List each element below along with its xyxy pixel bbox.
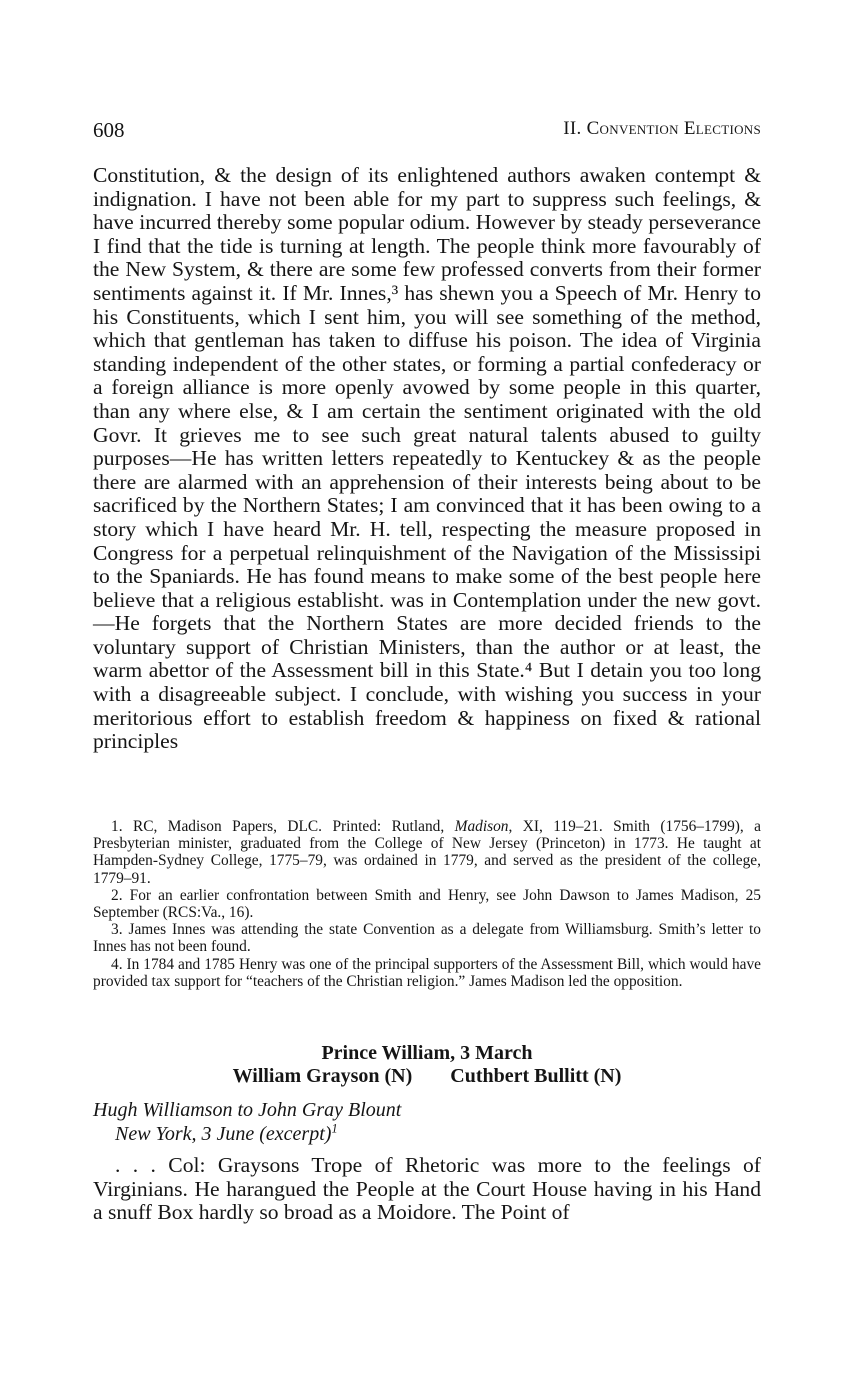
page-number: 608 [93,118,125,142]
footnotes [93,818,761,990]
footnote-ref: 1 [331,1121,338,1136]
delegate-2: Cuthbert Bullitt (N) [450,1065,622,1087]
footnote-1: 1. RC, Madison Papers, DLC. Printed: Rutland, Madison, XI, 119–21. Smith (1756–1799), a Presbyterian minister, graduated from the College of New Jersey (Princeton) in 1773. He taught at Hampden-Sydney College, 1775–79, was ordained in 1779, and served as the president of the college, 1779–91. [93,818,761,887]
page-header [93,118,761,148]
delegates-line [93,1065,761,1088]
county-heading: Prince William, 3 March [321,1042,533,1064]
footnote-2: 2. For an earlier confrontation between Smith and Henry, see John Dawson to James Madison, 25 September (RCS:Va., 16). [93,886,761,922]
section-heading [93,1042,761,1088]
excerpt-text [93,1154,761,1225]
letter-body [93,164,761,754]
document-place-date: New York, 3 June (excerpt)$^1$ [115,1121,338,1145]
excerpt-paragraph: . . . Col: Graysons Trope of Rhetoric was more to the feelings of Virginians. He harangued the People at the Court House having in his Hand a snuff Box hardly so broad as a Moidore. The Point of [93,1153,761,1225]
body-paragraph: Constitution, & the design of its enlightened authors awaken contempt & indignation. I have not been able for my part to suppress such feelings, & have incurred thereby some popular odium. However by steady perseverance I find that the tide is turning at length. The people think more favourably of the New System, & there are some few professed converts from their former sentiments against it. If Mr. Innes,³ has shewn you a Speech of Mr. Henry to his Constituents, which I sent him, you will see something of the method, which that gentleman has taken to diffuse his poison. The idea of Virginia standing independent of the other states, or forming a partial confederacy or a foreign alliance is more openly avowed by some people in this quarter, than any where else, & I am certain the sentiment originated with the old Govr. It grieves me to see such great natural talents abused to guilty purposes—He has written letters repeatedly to Kentuckey & as the people there are alarmed with an apprehension of their interests being about to be sacrificed by the Northern States; I am convinced that it has been owing to a story which I have heard Mr. H. tell, respecting the measure proposed in Congress for a perpetual relinquishment of the Navigation of the Mississipi to the Spaniards. He has found means to make some of the best people here believe that a religious establisht. was in Contemplation under the new govt.—He forgets that the Northern States are more decided friends to the voluntary support of Christian Ministers, than the author or at least, the warm abettor of the Assessment bill in this State.⁴ But I detain you too long with a disagreeable subject. I conclude, with wishing you success in your meritorious effort to establish freedom & happiness on fixed & rational principles [93,163,761,754]
document-title [93,1098,761,1146]
footnote-4: 4. In 1784 and 1785 Henry was one of the principal supporters of the Assessment Bill, which would have provided tax support for “teachers of the Christian religion.” James Madison led the opposition. [93,955,761,990]
footnote-3: 3. James Innes was attending the state Convention as a delegate from Williamsburg. Smith’s letter to Innes has not been found. [93,921,761,956]
delegate-1: William Grayson (N) [232,1065,413,1087]
document-heading: Hugh Williamson to John Gray Blount [93,1099,402,1121]
running-head: II. Convention Elections [563,118,761,139]
